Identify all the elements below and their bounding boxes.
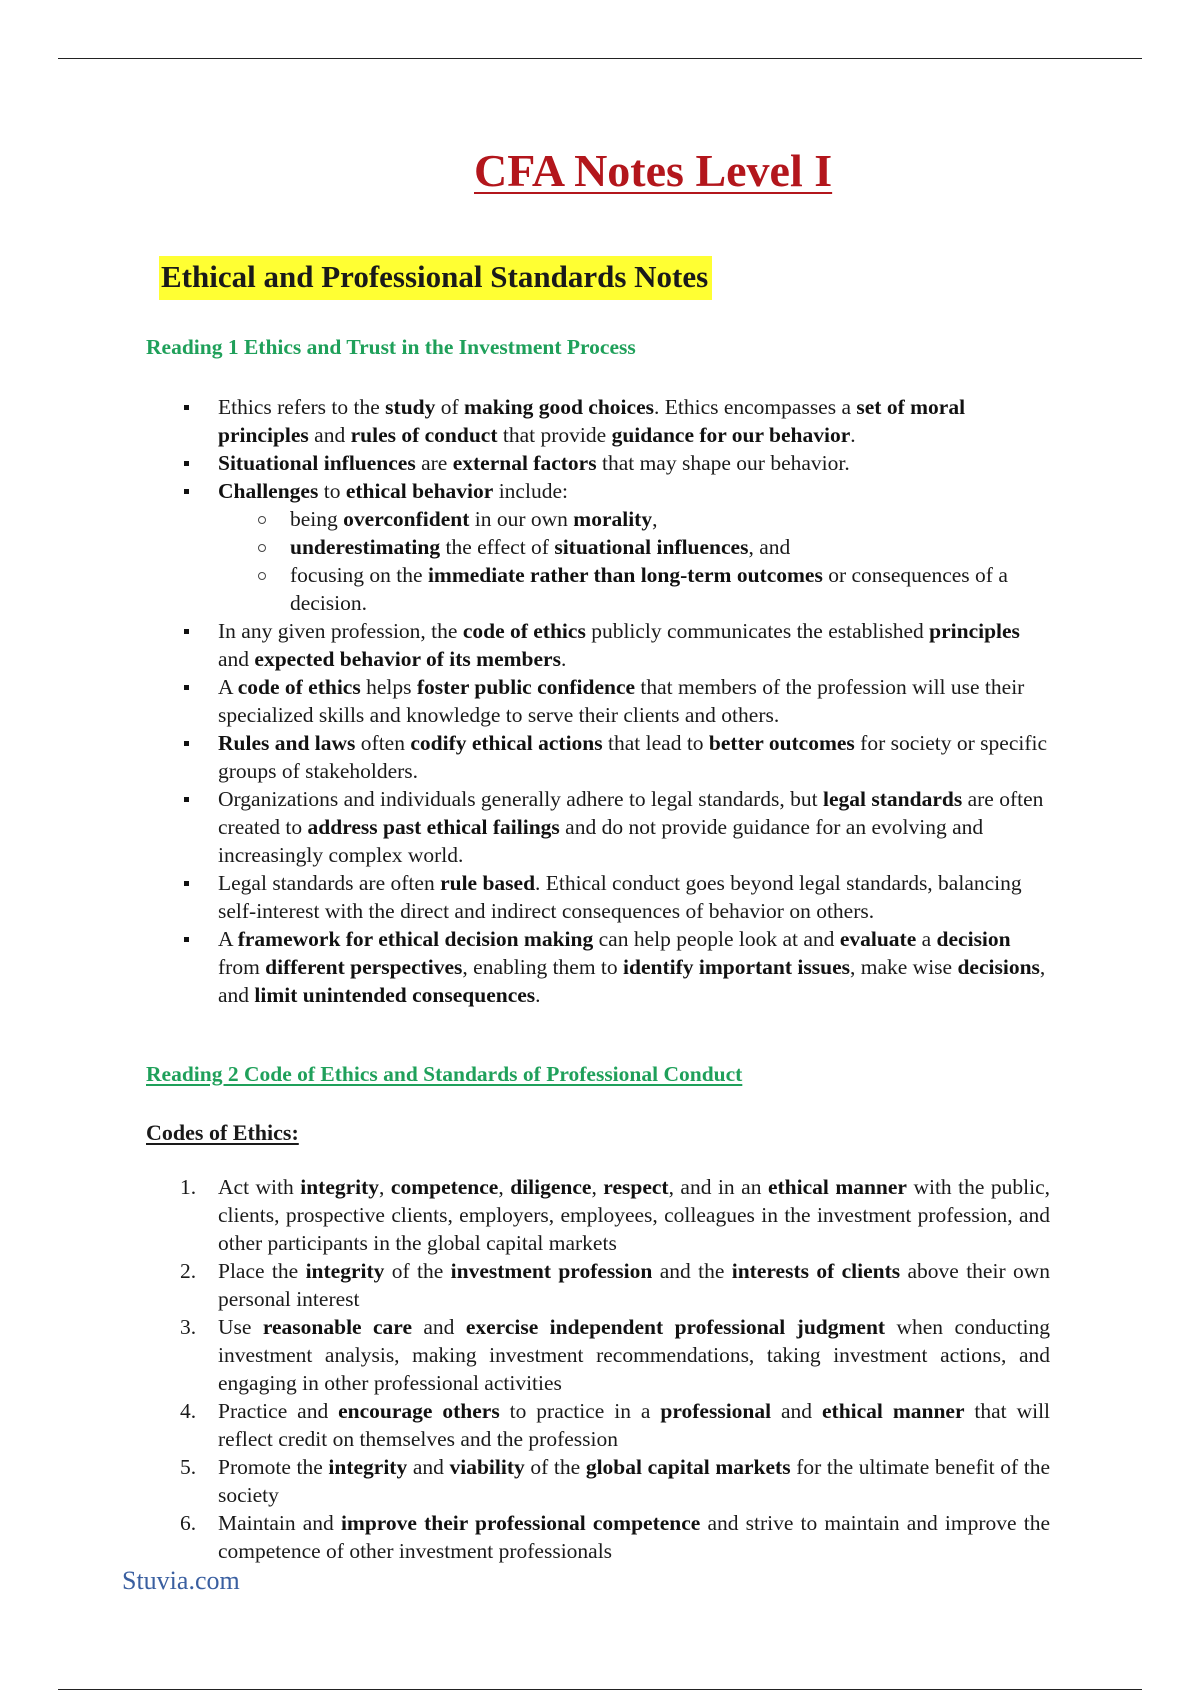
bold-term: interests of clients (731, 1259, 901, 1283)
bullet-text (218, 395, 965, 447)
bold-term: ethical manner (767, 1175, 907, 1199)
bold-term: legal standards (823, 787, 963, 811)
bold-term: diligence (510, 1175, 592, 1199)
text-run: , enabling them to (462, 955, 624, 979)
hollow-circle-bullet-icon (258, 544, 266, 552)
text-run: . Ethics encompasses a (653, 395, 857, 419)
bullet-item (0, 729, 1200, 785)
text-run: , (652, 507, 658, 531)
bullet-text (218, 871, 1022, 923)
text-run: , (498, 1175, 511, 1199)
text-run: for the ultimate benefit of the society (218, 1455, 1050, 1507)
text-run: from (218, 955, 266, 979)
bold-term: foster public confidence (416, 675, 636, 699)
text-run: of (435, 395, 465, 419)
bold-term: principles (929, 619, 1020, 643)
bullet-item (0, 869, 1200, 925)
bullet-item (0, 449, 1200, 477)
bold-term: global capital markets (585, 1455, 791, 1479)
bullet-item (0, 617, 1200, 673)
bold-term: limit unintended consequences (254, 983, 536, 1007)
text-run: A (218, 675, 238, 699)
bullet-text (218, 927, 1045, 1007)
text-run: , and (218, 955, 1046, 1007)
text-run: In any given profession, the (218, 619, 463, 643)
text-run: include: (493, 479, 568, 503)
text-run: A (218, 927, 238, 951)
bold-term: address past ethical failings (307, 815, 560, 839)
square-bullet-icon (184, 489, 189, 494)
text-run: and (411, 1315, 466, 1339)
text-run: Organizations and individuals generally adhere to legal standards, but (218, 787, 824, 811)
item-number: 2. (180, 1259, 197, 1283)
square-bullet-icon (184, 405, 189, 410)
text-run: and do not provide guidance for an evolving and increasingly complex world. (218, 815, 984, 867)
text-run: Legal standards are often (218, 871, 441, 895)
numbered-text (218, 1511, 1050, 1563)
bullet-text (218, 675, 1024, 727)
document-title: CFA Notes Level I (474, 145, 833, 196)
text-run: and the (652, 1259, 732, 1283)
bold-term: code of ethics (237, 675, 361, 699)
text-run: with the public, clients, prospective clients, employers, employees, colleagues in the investment profession, and other participants in the global capital markets (218, 1175, 1051, 1255)
square-bullet-icon (184, 937, 189, 942)
text-run: Use (218, 1315, 263, 1339)
text-run: being (290, 507, 344, 531)
text-run: . Ethical conduct goes beyond legal standards, balancing self-interest with the direct and indirect consequences of behavior on others. (218, 871, 1022, 923)
bold-term: immediate rather than long-term outcomes (427, 563, 823, 587)
sub-bullet-text (290, 507, 657, 531)
bold-term: guidance for our behavior (611, 423, 851, 447)
text-run: Maintain and (218, 1511, 341, 1535)
item-number: 3. (180, 1315, 197, 1339)
text-run: . (535, 983, 541, 1007)
numbered-item (0, 1313, 1200, 1397)
bold-term: encourage others (338, 1399, 500, 1423)
bold-term: different perspectives (265, 955, 463, 979)
footer-brand: Stuvia.com (122, 1566, 240, 1595)
text-run: that members of the profession will use their specialized skills and knowledge to serve their clients and others. (218, 675, 1025, 727)
bold-term: integrity (305, 1259, 385, 1283)
text-run: helps (360, 675, 417, 699)
numbered-item (0, 1453, 1200, 1509)
text-run: of the (384, 1259, 451, 1283)
text-run: , (591, 1175, 604, 1199)
bold-term: improve their professional competence (340, 1511, 701, 1535)
text-run: , make wise (850, 955, 958, 979)
square-bullet-icon (184, 797, 189, 802)
sub-bullet-list (146, 505, 1050, 617)
bold-term: framework for ethical decision making (237, 927, 594, 951)
text-run: , and in an (668, 1175, 768, 1199)
text-run: are often created to (218, 787, 1044, 839)
bold-term: rules of conduct (350, 423, 498, 447)
bold-term: Challenges (218, 479, 319, 503)
bold-term: overconfident (343, 507, 470, 531)
numbered-item (0, 1257, 1200, 1313)
bold-term: respect (603, 1175, 669, 1199)
numbered-item (0, 1509, 1200, 1565)
text-run: and (407, 1455, 450, 1479)
text-run: or consequences of a decision. (290, 563, 1008, 615)
text-run: Act with (218, 1175, 301, 1199)
bold-term: making good choices (464, 395, 654, 419)
item-number: 1. (180, 1175, 197, 1199)
sub-bullet-item (146, 533, 1050, 561)
item-number: 4. (180, 1399, 197, 1423)
bold-term: set of moral principles (218, 395, 966, 447)
reading-2-heading: Reading 2 Code of Ethics and Standards of Professional Conduct (146, 1062, 743, 1086)
bold-term: exercise independent professional judgment (465, 1315, 886, 1339)
sub-bullet-item (146, 561, 1050, 617)
section-title-highlighted: Ethical and Professional Standards Notes (159, 256, 712, 300)
text-run: publicly communicates the established (585, 619, 930, 643)
sub-bullet-text (290, 535, 790, 559)
numbered-text (218, 1455, 1050, 1507)
bottom-rule (58, 1689, 1142, 1690)
bullet-item (0, 785, 1200, 869)
text-run: for society or specific groups of stakeholders. (218, 731, 1048, 783)
bullet-item (0, 477, 1200, 617)
bold-term: ethical manner (822, 1399, 965, 1423)
square-bullet-icon (184, 629, 189, 634)
text-run: often (355, 731, 411, 755)
text-run: Place the (218, 1259, 306, 1283)
bold-term: code of ethics (462, 619, 586, 643)
bold-term: external factors (452, 451, 597, 475)
bullet-text (218, 451, 850, 475)
top-rule (58, 58, 1142, 59)
bullet-text (218, 479, 568, 503)
bullet-item (0, 925, 1200, 1009)
bullet-text (218, 619, 1020, 671)
bullet-text (218, 731, 1047, 783)
numbered-text (218, 1175, 1050, 1255)
numbered-item (0, 1173, 1200, 1257)
bold-term: investment profession (450, 1259, 653, 1283)
bold-term: situational influences (554, 535, 749, 559)
bold-term: decisions (957, 955, 1040, 979)
text-run: are (415, 451, 453, 475)
text-run: Promote the (218, 1455, 329, 1479)
text-run: and strive to maintain and improve the competence of other investment professionals (218, 1511, 1050, 1563)
text-run: , and (748, 535, 791, 559)
text-run: that may shape our behavior. (596, 451, 850, 475)
reading-1-bullet-list (0, 393, 1200, 1009)
text-run: and (308, 423, 351, 447)
text-run: above their own personal interest (218, 1259, 1051, 1311)
reading-1-heading: Reading 1 Ethics and Trust in the Investment Process (146, 335, 636, 359)
bold-term: better outcomes (708, 731, 855, 755)
text-run: . (560, 647, 567, 671)
item-number: 6. (180, 1511, 197, 1535)
sub-bullet-item (146, 505, 1050, 533)
text-run: , (379, 1175, 391, 1199)
bold-term: reasonable care (262, 1315, 412, 1339)
text-run: focusing on the (290, 563, 428, 587)
numbered-text (218, 1399, 1050, 1451)
text-run: that provide (497, 423, 612, 447)
bold-term: evaluate (839, 927, 917, 951)
bold-term: professional (660, 1399, 772, 1423)
sub-bullet-text (290, 563, 1008, 615)
text-run: to (318, 479, 346, 503)
text-run: a (916, 927, 937, 951)
numbered-item (0, 1397, 1200, 1453)
hollow-circle-bullet-icon (258, 516, 266, 524)
codes-of-ethics-list (0, 1173, 1200, 1565)
bold-term: expected behavior of its members (254, 647, 561, 671)
bold-term: viability (449, 1455, 525, 1479)
bullet-item (0, 673, 1200, 729)
bold-term: codify ethical actions (410, 731, 603, 755)
text-run: can help people look at and (593, 927, 840, 951)
bold-term: decision (936, 927, 1011, 951)
text-run: the effect of (440, 535, 555, 559)
text-run: and (218, 647, 255, 671)
bold-term: identify important issues (623, 955, 850, 979)
numbered-text (218, 1315, 1050, 1395)
text-run: when conducting investment analysis, making investment recommendations, taking investment actions, and engaging in other professional activities (218, 1315, 1050, 1395)
bold-term: underestimating (290, 535, 441, 559)
bullet-item (0, 393, 1200, 449)
bullet-text (218, 787, 1043, 867)
text-run: . (850, 423, 856, 447)
text-run: of the (524, 1455, 586, 1479)
square-bullet-icon (184, 685, 189, 690)
numbered-text (218, 1259, 1050, 1311)
text-run: that will reflect credit on themselves and the profession (218, 1399, 1051, 1451)
text-run: Ethics refers to the (218, 395, 386, 419)
bold-term: study (385, 395, 436, 419)
bold-term: rule based (440, 871, 536, 895)
bold-term: integrity (328, 1455, 408, 1479)
square-bullet-icon (184, 461, 189, 466)
square-bullet-icon (184, 741, 189, 746)
text-run: that lead to (602, 731, 709, 755)
bold-term: integrity (300, 1175, 380, 1199)
text-run: and (771, 1399, 822, 1423)
square-bullet-icon (184, 881, 189, 886)
bold-term: competence (390, 1175, 499, 1199)
text-run: in our own (469, 507, 574, 531)
item-number: 5. (180, 1455, 197, 1479)
bold-term: morality (573, 507, 653, 531)
bold-term: Situational influences (218, 451, 416, 475)
hollow-circle-bullet-icon (258, 572, 266, 580)
bold-term: ethical behavior (345, 479, 494, 503)
text-run: to practice in a (499, 1399, 661, 1423)
text-run: Practice and (218, 1399, 339, 1423)
codes-of-ethics-heading: Codes of Ethics: (146, 1120, 299, 1145)
bold-term: Rules and laws (218, 731, 356, 755)
